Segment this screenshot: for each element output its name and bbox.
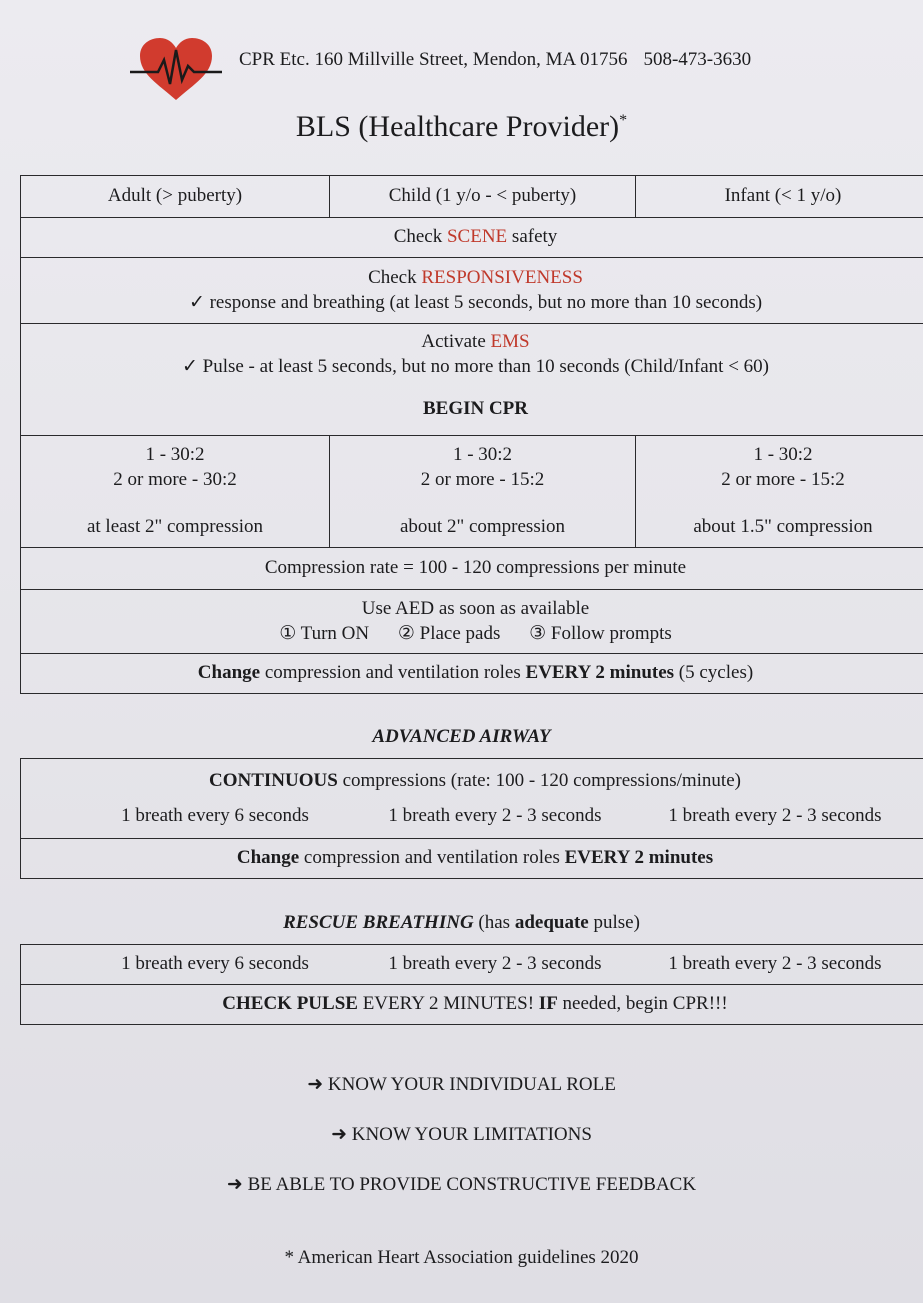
- org-contact: [239, 49, 751, 71]
- page-title: BLS (Healthcare Provider)*: [295, 110, 628, 143]
- rescue-breathing-breaths: 1 breath every 6 seconds 1 breath every 2 - 3 seconds 1 breath every 2 - 3 seconds: [21, 945, 923, 985]
- ems-keyword: EMS: [490, 331, 530, 352]
- footnote: * American Heart Association guidelines 2020: [284, 1247, 639, 1268]
- ems-row: Activate EMS ✓ Pulse - at least 5 seconds, but no more than 10 seconds (Child/Infant < 60) BEGIN CPR: [21, 324, 923, 436]
- reminder-individual-role: ➜ KNOW YOUR INDIVIDUAL ROLE: [307, 1074, 616, 1095]
- aed-steps: [25, 622, 923, 647]
- column-infant: Infant (< 1 y/o): [636, 176, 923, 218]
- ratio-infant: 1 - 30:2 2 or more - 15:2 about 1.5" compression: [636, 436, 923, 548]
- title-footnote-mark: *: [619, 112, 628, 129]
- advanced-airway-breaths: 1 breath every 6 seconds 1 breath every 2 - 3 seconds 1 breath every 2 - 3 seconds: [121, 804, 882, 826]
- change-roles-row: Change compression and ventilation roles EVERY 2 minutes (5 cycles): [21, 654, 923, 694]
- advanced-airway-body: CONTINUOUS compressions (rate: 100 - 120 compressions/minute) 1 breath every 6 seconds 1 breath every 2 - 3 seconds 1 breath every 2 - 3 seconds: [21, 759, 923, 839]
- aed-step-1: ① Turn ON: [279, 622, 370, 644]
- begin-cpr-heading: BEGIN CPR: [422, 398, 529, 420]
- ems-detail: ✓ Pulse - at least 5 seconds, but no more than 10 seconds (Child/Infant < 60): [181, 355, 770, 377]
- rescue-breathing-heading: RESCUE BREATHING (has adequate pulse): [283, 912, 640, 933]
- compression-rate-row: Compression rate = 100 - 120 compressions per minute: [21, 548, 923, 590]
- column-adult: Adult (> puberty): [21, 176, 330, 218]
- org-address: CPR Etc. 160 Millville Street, Mendon, MA 01756: [239, 49, 628, 70]
- aed-step-2: ② Place pads: [397, 622, 501, 644]
- check-pulse-row: CHECK PULSE EVERY 2 MINUTES! IF needed, begin CPR!!!: [21, 985, 923, 1025]
- reminder-limitations: ➜ KNOW YOUR LIMITATIONS: [331, 1124, 592, 1145]
- heart-pulse-icon: [128, 36, 224, 102]
- rescue-breathing-table: [20, 944, 923, 1025]
- scene-keyword: SCENE: [446, 226, 508, 248]
- scene-row: Check SCENE safety: [21, 218, 923, 258]
- responsiveness-detail: ✓ response and breathing (at least 5 seconds, but no more than 10 seconds): [188, 291, 763, 313]
- responsiveness-row: Check RESPONSIVENESS ✓ response and breathing (at least 5 seconds, but no more than 10 seconds): [21, 258, 923, 324]
- ratio-adult: 1 - 30:2 2 or more - 30:2 at least 2" compression: [21, 436, 330, 548]
- responsiveness-keyword: RESPONSIVENESS: [421, 266, 583, 288]
- column-child: Child (1 y/o - < puberty): [330, 176, 636, 218]
- ratio-child: 1 - 30:2 2 or more - 15:2 about 2" compression: [330, 436, 636, 548]
- aed-line: Use AED as soon as available: [361, 597, 590, 619]
- org-phone: 508-473-3630: [643, 49, 752, 70]
- advanced-airway-table: [20, 758, 923, 879]
- advanced-airway-change-row: Change compression and ventilation roles EVERY 2 minutes: [21, 839, 923, 879]
- header: [128, 36, 888, 102]
- advanced-airway-heading: ADVANCED AIRWAY: [372, 726, 551, 747]
- aed-row: [21, 590, 923, 654]
- aed-step-3: ③ Follow prompts: [529, 622, 672, 644]
- reminder-feedback: ➜ BE ABLE TO PROVIDE CONSTRUCTIVE FEEDBACK: [226, 1174, 697, 1195]
- bls-table: [20, 175, 923, 694]
